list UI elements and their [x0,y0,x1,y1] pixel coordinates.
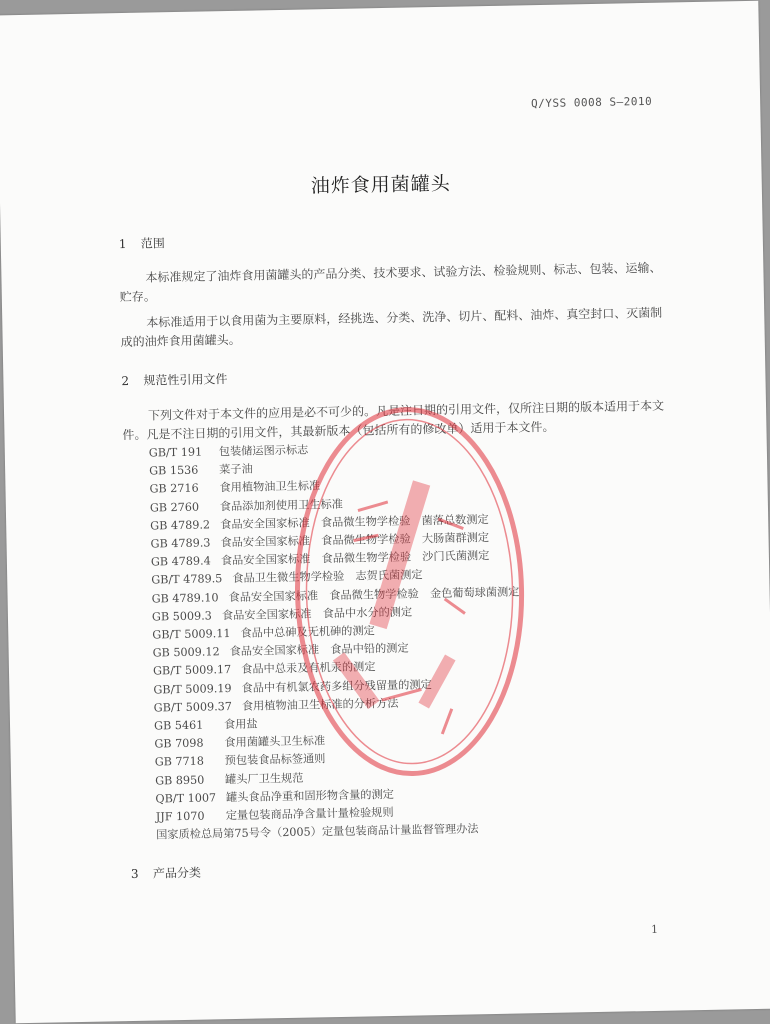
page-number: 1 [650,922,659,937]
reference-item: GB 1536 菜子油 [149,462,253,478]
reference-item: GB/T 5009.17 食品中总汞及有机汞的测定 [152,660,376,678]
section-title: 范围 [140,236,165,251]
section-number: 1 [118,236,127,252]
reference-item: GB 4789.2 食品安全国家标准 食品微生物学检验 菌落总数测定 [150,512,489,533]
reference-item: GB/T 4789.5 食品卫生微生物学检验 志贺氏菌测定 [151,568,423,587]
standard-code: Q/YSS 0008 S—2010 [530,94,653,111]
section-title: 产品分类 [152,865,202,881]
reference-item: QB/T 1007 罐头食品净重和固形物含量的测定 [155,787,395,806]
document-page [0,1,770,1023]
section-number: 3 [130,866,139,881]
scope-paragraph-2: 本标准适用于以食用菌为主要原料，经挑选、分类、洗净、切片、配料、油炸、真空封口、灭菌制成的油炸食用菌罐头。 [120,305,663,350]
reference-item: GB 5009.12 食品安全国家标准 食品中铅的测定 [152,641,409,660]
references-intro-paragraph: 下列文件对于本文件的应用是必不可少的。凡是注日期的引用文件，仅所注日期的版本适用于本文件。凡是不注日期的引用文件，其最新版本（包括所有的修改单）适用于本文件。 [122,398,665,443]
reference-item: GB 5461 食用盐 [153,717,258,733]
reference-item: GB/T 191 包装储运图示标志 [148,443,309,460]
reference-item: GB 4789.3 食品安全国家标准 食品微生物学检验 大肠菌群测定 [150,531,490,551]
section-title: 规范性引用文件 [143,372,228,388]
reference-item: 国家质检总局第75号令（2005）定量包装商品计量监督管理办法 [156,822,479,842]
reference-item: GB 5009.3 食品安全国家标准 食品中水分的测定 [151,605,413,624]
scope-paragraph-1: 本标准规定了油炸食用菌罐头的产品分类、技术要求、试验方法、检验规则、标志、包装、运输、贮存。 [119,260,662,305]
reference-item: GB 2760 食品添加剂使用卫生标准 [149,497,344,515]
reference-item: GB 7718 预包装食品标签通则 [154,752,326,769]
section-heading-product-classification [131,864,201,882]
reference-item: GB 8950 罐头厂卫生规范 [154,771,304,788]
reference-item: GB/T 5009.19 食品中有机氯农药多组分残留量的测定 [153,677,432,697]
document-title: 油炸食用菌罐头 [310,172,451,198]
reference-item: GB 2716 食用植物油卫生标准 [149,479,321,496]
reference-list [149,435,677,845]
reference-item: GB/T 5009.37 食用植物油卫生标准的分析方法 [153,696,399,715]
reference-item: GB 7098 食用菌罐头卫生标准 [154,734,326,751]
section-heading-scope [119,234,165,252]
reference-item: JJF 1070 定量包装商品净含量计量检验规则 [155,805,394,824]
reference-item: GB/T 5009.11 食品中总砷及无机砷的测定 [152,624,375,642]
section-number: 2 [121,373,130,389]
section-heading-normative-references [121,370,227,389]
reference-item: GB 4789.4 食品安全国家标准 食品微生物学检验 沙门氏菌测定 [150,549,490,569]
reference-item: GB 4789.10 食品安全国家标准 食品微生物学检验 金色葡萄球菌测定 [151,585,520,606]
